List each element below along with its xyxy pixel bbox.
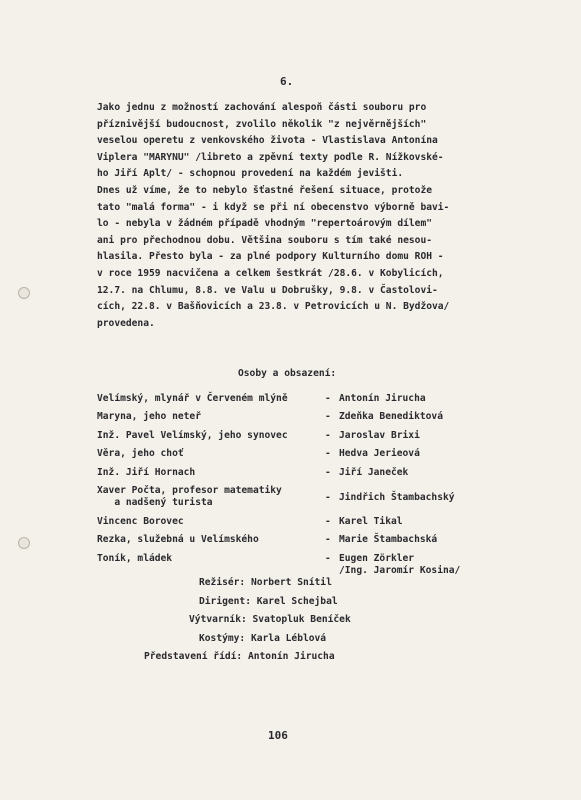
text-line: ani pro přechodnou dobu. Většina souboru s tím také nesou- xyxy=(97,234,433,246)
role-name: Maryna, jeho neteř xyxy=(97,411,201,423)
role-name: Inž. Jiří Hornach xyxy=(97,466,196,478)
paragraph-2 xyxy=(97,183,495,332)
actor-name: Jaroslav Brixi xyxy=(339,429,420,441)
page-number: 106 xyxy=(268,729,288,742)
dash: - xyxy=(325,491,331,503)
text-line: cích, 22.8. v Bašňovicích a 23.8. v Petrovicích u N. Bydžova/ xyxy=(97,301,450,313)
role-name: Věra, jeho choť xyxy=(97,448,184,460)
text-line: veselou operetu z venkovského života - Vlastislava Antonína xyxy=(97,135,438,147)
cast-row xyxy=(97,411,517,429)
cast-row xyxy=(97,516,517,534)
cast-list xyxy=(97,393,517,584)
cast-heading: Osoby a obsazení: xyxy=(238,368,337,379)
conductor-credit: Dirigent: Karel Schejbal xyxy=(199,596,338,607)
cast-row xyxy=(97,430,517,448)
director-credit: Režisér: Norbert Snítil xyxy=(199,577,332,588)
cast-row xyxy=(97,467,517,485)
actor-name: Zdeňka Benediktová xyxy=(339,411,443,423)
text-line: ho Jiří Aplt/ - schopnou provedení na každém jevišti. xyxy=(97,168,404,180)
role-name: Inž. Pavel Velímský, jeho synovec xyxy=(97,429,288,441)
text-line: provedena. xyxy=(97,317,155,329)
actor-name: Antonín Jirucha xyxy=(339,393,426,404)
text-line: v roce 1959 nacvičena a celkem šestkrát /28.6. v Kobylicích, xyxy=(97,267,444,279)
designer-credit: Výtvarník: Svatopluk Beníček xyxy=(189,614,351,625)
actor-name: Jindřich Štambachský xyxy=(339,491,455,503)
dash: - xyxy=(325,466,331,478)
dash: - xyxy=(325,429,331,441)
cast-row xyxy=(97,485,517,516)
cast-row xyxy=(97,448,517,466)
dash: - xyxy=(325,411,331,423)
dash: - xyxy=(325,515,331,527)
text-line: lo - nebyla v žádném případě vhodným "repertoárovým dílem" xyxy=(97,218,433,230)
dash: - xyxy=(325,393,331,404)
cast-row xyxy=(97,534,517,552)
text-line: Dnes už víme, že to nebylo šťastné řešení situace, protože xyxy=(97,185,433,196)
paragraph-1 xyxy=(97,100,495,183)
dash: - xyxy=(325,552,331,564)
actor-name: Karel Tikal xyxy=(339,515,403,527)
actor-name: Jiří Janeček xyxy=(339,466,409,478)
text-line: Viplera "MARYNU" /libreto a zpěvní texty podle R. Nížkovské- xyxy=(97,151,444,163)
text-line: Jako jednu z možností zachování alespoň části souboru pro xyxy=(97,102,427,113)
punch-hole-top xyxy=(18,287,30,299)
text-line: příznivější budoucnost, zvolilo několik "z nejvěrnějších" xyxy=(97,118,427,130)
costumes-credit: Kostýmy: Karla Léblová xyxy=(199,633,327,644)
role-name: Velímský, mlynář v Červeném mlýně xyxy=(97,393,288,404)
dash: - xyxy=(325,448,331,460)
role-name: Rezka, služebná u Velímského xyxy=(97,534,259,546)
role-name: Xaver Počta, profesor matematiky a nadšený turista xyxy=(97,484,282,509)
actor-name: Marie Štambachská xyxy=(339,534,438,546)
text-line: tato "malá forma" - i když se při ní obecenstvo výborně bavi- xyxy=(97,201,450,213)
punch-hole-bottom xyxy=(18,537,30,549)
section-number: 6. xyxy=(280,75,294,88)
text-line: hlasila. Přesto byla - za plné podpory Kulturního domu ROH - xyxy=(97,251,444,263)
dash: - xyxy=(325,534,331,546)
stage-manager-credit: Představení řídí: Antonín Jirucha xyxy=(144,651,335,662)
text-line: 12.7. na Chlumu, 8.8. ve Valu u Dobrušky, 9.8. v Častolovi- xyxy=(97,284,438,296)
actor-name: Hedva Jerieová xyxy=(339,448,420,460)
role-name: Vincenc Borovec xyxy=(97,515,184,527)
cast-row xyxy=(97,393,517,411)
actor-name: Eugen Zörkler /Ing. Jaromír Kosina/ xyxy=(339,552,461,577)
role-name: Toník, mládek xyxy=(97,552,173,564)
